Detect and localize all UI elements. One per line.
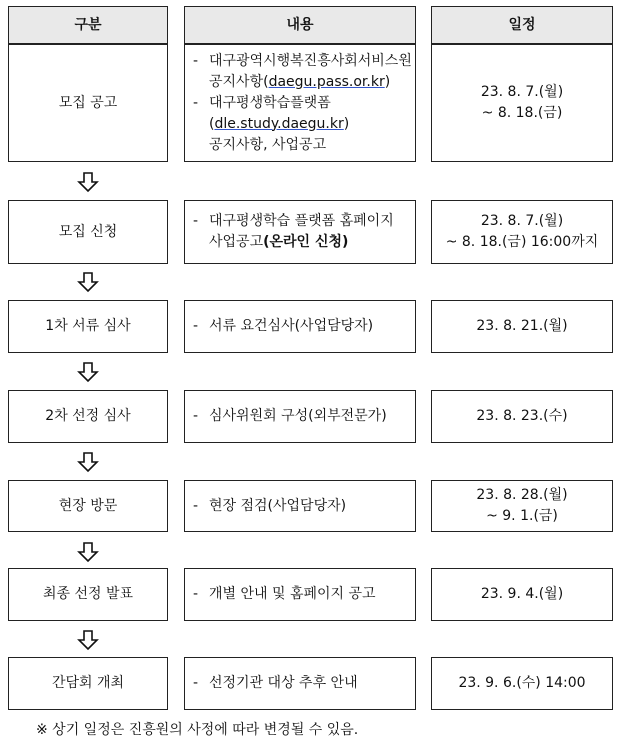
content-text: 선정기관 대상 추후 안내 bbox=[209, 675, 358, 691]
header-schedule-label: 일정 bbox=[508, 16, 536, 33]
header-category-label: 구분 bbox=[74, 16, 102, 33]
content-bullet-item bbox=[193, 584, 376, 605]
down-arrow-icon bbox=[76, 270, 100, 294]
content-text: ) bbox=[343, 115, 350, 132]
content-text: 개별 안내 및 홈페이지 공고 bbox=[209, 586, 376, 602]
step-4-content bbox=[184, 390, 416, 443]
schedule-line: 23. 8. 23.(수) bbox=[476, 408, 568, 424]
content-text: 서류 요건심사(사업담당자) bbox=[209, 318, 374, 334]
content-bullet-item bbox=[193, 406, 387, 427]
bullet-dash: - bbox=[193, 318, 199, 334]
content-text: 현장 점검(사업담당자) bbox=[209, 497, 347, 514]
content-text: 공지사항( bbox=[209, 73, 269, 90]
step-category-label: 간담회 개최 bbox=[51, 675, 125, 691]
step-4-category bbox=[8, 390, 168, 443]
down-arrow-icon bbox=[76, 450, 100, 474]
content-bullet-item bbox=[193, 496, 346, 517]
step-category-label: 모집 공고 bbox=[58, 94, 118, 111]
content-text: 심사위원회 구성(외부전문가) bbox=[209, 408, 387, 424]
step-category-label: 현장 방문 bbox=[58, 497, 118, 514]
content-text: 사업공고 bbox=[209, 234, 264, 250]
schedule-line: 23. 8. 21.(월) bbox=[476, 318, 568, 334]
step-7-content bbox=[184, 657, 416, 710]
step-5-schedule bbox=[431, 480, 613, 532]
schedule-line: 23. 9. 6.(수) 14:00 bbox=[458, 675, 586, 691]
step-6-schedule bbox=[431, 568, 613, 621]
schedule-line: 23. 8. 7.(월) bbox=[480, 84, 564, 100]
schedule-line: ~ 8. 18.(금) 16:00까지 bbox=[445, 234, 599, 250]
website-link[interactable]: dle.study.daegu.kr bbox=[214, 115, 344, 132]
step-7-schedule bbox=[431, 657, 613, 710]
step-5-category bbox=[8, 480, 168, 532]
header-category bbox=[8, 6, 168, 44]
step-3-schedule bbox=[431, 300, 613, 353]
step-6-content bbox=[184, 568, 416, 621]
online-apply-emphasis: (온라인 신청) bbox=[263, 234, 349, 250]
down-arrow-icon bbox=[76, 540, 100, 564]
content-text: 대구평생학습 플랫폼 홈페이지 bbox=[209, 213, 394, 229]
down-arrow-icon bbox=[76, 170, 100, 194]
step-category-label: 최종 선정 발표 bbox=[42, 586, 134, 602]
header-schedule bbox=[431, 6, 613, 44]
bullet-dash: - bbox=[193, 213, 199, 229]
step-3-content bbox=[184, 300, 416, 353]
content-bullet-item bbox=[193, 93, 331, 114]
step-4-schedule bbox=[431, 390, 613, 443]
step-1-content bbox=[184, 44, 416, 162]
schedule-line: 23. 8. 7.(월) bbox=[480, 213, 564, 229]
schedule-line: 23. 9. 4.(월) bbox=[480, 586, 564, 602]
step-category-label: 모집 신청 bbox=[58, 223, 118, 240]
bullet-dash: - bbox=[193, 52, 199, 69]
content-line bbox=[193, 232, 348, 253]
schedule-line: ~ 9. 1.(금) bbox=[486, 508, 558, 524]
bullet-dash: - bbox=[193, 586, 199, 602]
bullet-dash: - bbox=[193, 94, 199, 111]
step-6-category bbox=[8, 568, 168, 621]
step-7-category bbox=[8, 657, 168, 710]
step-1-category bbox=[8, 44, 168, 162]
website-link[interactable]: daegu.pass.or.kr bbox=[268, 73, 385, 90]
content-bullet-item bbox=[193, 316, 373, 337]
content-line bbox=[193, 114, 349, 135]
step-3-category bbox=[8, 300, 168, 353]
bullet-dash: - bbox=[193, 408, 199, 424]
content-line: 공지사항, 사업공고 bbox=[209, 136, 327, 153]
down-arrow-icon bbox=[76, 628, 100, 652]
step-category-label: 1차 서류 심사 bbox=[45, 318, 131, 334]
down-arrow-icon bbox=[76, 360, 100, 384]
step-2-content bbox=[184, 200, 416, 264]
step-category-label: 2차 선정 심사 bbox=[45, 408, 131, 424]
content-line bbox=[193, 72, 390, 93]
content-text: 대구평생학습플랫폼 bbox=[209, 94, 331, 111]
content-bullet-item bbox=[193, 673, 358, 694]
bullet-dash: - bbox=[193, 675, 199, 691]
schedule-line: ~ 8. 18.(금) bbox=[481, 105, 563, 121]
content-text: 대구광역시행복진흥사회서비스원 bbox=[209, 52, 412, 69]
content-bullet-item bbox=[193, 51, 412, 72]
bullet-dash: - bbox=[193, 497, 199, 514]
header-content-label: 내용 bbox=[286, 16, 314, 33]
step-2-category bbox=[8, 200, 168, 264]
content-text: ) bbox=[384, 73, 391, 90]
step-1-schedule bbox=[431, 44, 613, 162]
schedule-line: 23. 8. 28.(월) bbox=[476, 487, 568, 503]
step-5-content bbox=[184, 480, 416, 532]
content-text: ( bbox=[209, 115, 215, 132]
header-content bbox=[184, 6, 416, 44]
step-2-schedule bbox=[431, 200, 613, 264]
footnote: ※ 상기 일정은 진흥원의 사정에 따라 변경될 수 있음. bbox=[36, 722, 359, 738]
content-bullet-item bbox=[193, 211, 394, 232]
